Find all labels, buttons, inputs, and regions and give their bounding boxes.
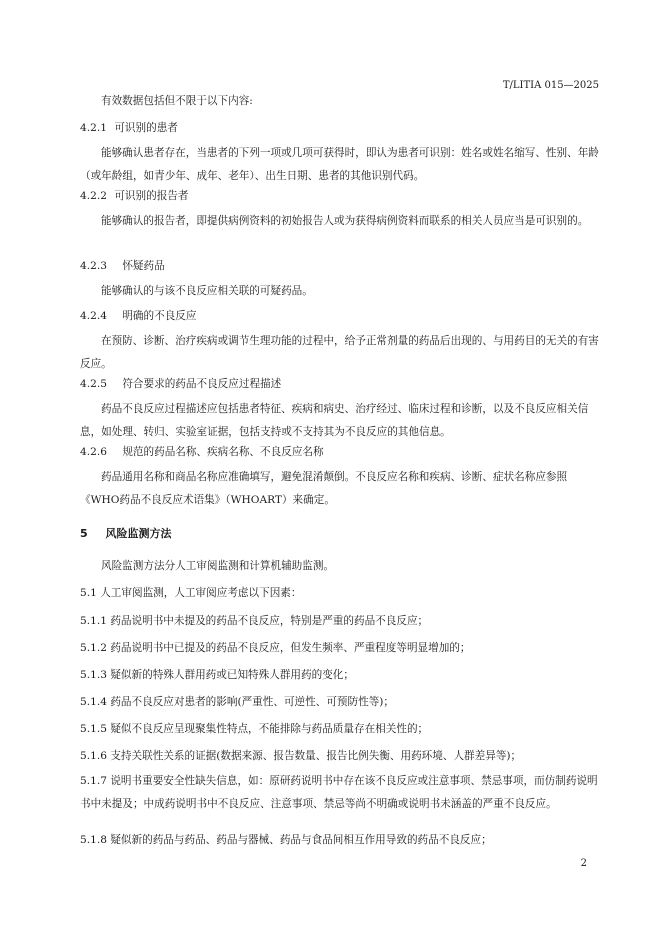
doc-id-header: T/LITIA 015—2025 bbox=[502, 80, 599, 91]
heading-title: 可识别的报告者 bbox=[114, 190, 189, 202]
heading-title: 怀疑药品 bbox=[122, 260, 165, 272]
section-5-heading bbox=[80, 525, 172, 541]
item-5-1-6: 5.1.6 支持关联性关系的证据(数据来源、报告数量、报告比例失衡、用药环境、人群差异等)； bbox=[80, 750, 522, 762]
item-5-1-2: 5.1.2 药品说明书中已提及的药品不良反应，但发生频率、严重程度等明显增加的； bbox=[80, 642, 471, 654]
heading-4-2-1 bbox=[80, 120, 178, 135]
section-number: 5 bbox=[80, 527, 88, 540]
para-5: 风险监测方法分人工审阅监测和计算机辅助监测。 bbox=[101, 560, 335, 572]
para-4-2-3: 能够确认的与该不良反应相关联的可疑药品。 bbox=[101, 285, 313, 297]
section-title: 风险监测方法 bbox=[105, 527, 172, 540]
para-4-2-6: 药品通用名称和商品名称应准确填写，避免混淆颠倒。不良反应名称和疾病、诊断、症状名称应参照《WHO药品不良反应术语集》（WHOART）来确定。 bbox=[80, 471, 568, 506]
heading-4-2-2 bbox=[80, 188, 189, 203]
heading-title: 规范的药品名称、疾病名称、不良反应名称 bbox=[122, 446, 324, 458]
para-4-2-5: 药品不良反应过程描述应包括患者特征、疾病和病史、治疗经过、临床过程和诊断，以及不良反应相关信息，如处理、转归、实验室证据，包括支持或不支持其为不良反应的其他信息。 bbox=[80, 403, 589, 438]
para-4-2-1: 能够确认患者存在，当患者的下列一项或几项可获得时，即认为患者可识别：姓名或姓名缩写、性别、年龄（或年龄组，如青少年、成年、老年）、出生日期、患者的其他识别代码。 bbox=[80, 147, 599, 182]
para-4-2-2: 能够确认的报告者，即提供病例资料的初始报告人或为获得病例资料而联系的相关人员应当是可识别的。 bbox=[101, 215, 589, 227]
heading-4-2-6 bbox=[80, 444, 324, 459]
item-5-1-3: 5.1.3 疑似新的特殊人群用药或已知特殊人群用药的变化； bbox=[80, 669, 354, 681]
heading-4-2-5 bbox=[80, 376, 281, 391]
intro-text: 有效数据包括但不限于以下内容: bbox=[101, 95, 253, 107]
item-5-1-7: 5.1.7 说明书重要安全性缺失信息，如：原研药说明书中存在该不良反应或注意事项、禁忌事项，而仿制药说明书中未提及；中成药说明书中不良反应、注意事项、禁忌等尚不明确或说明书未涵盖的严重不良反应。 bbox=[80, 775, 598, 810]
heading-4-2-4 bbox=[80, 308, 197, 323]
heading-number: 4.2.6 bbox=[80, 446, 107, 458]
item-5-1-1: 5.1.1 药品说明书中未提及的药品不良反应，特别是严重的药品不良反应； bbox=[80, 615, 429, 627]
heading-number: 4.2.1 bbox=[80, 122, 107, 134]
para-4-2-4: 在预防、诊断、治疗疾病或调节生理功能的过程中，给予正常剂量的药品后出现的、与用药目的无关的有害反应。 bbox=[80, 335, 599, 370]
heading-number: 4.2.5 bbox=[80, 378, 107, 390]
page-number: 2 bbox=[580, 858, 587, 869]
heading-title: 符合要求的药品不良反应过程描述 bbox=[122, 378, 282, 390]
heading-number: 4.2.3 bbox=[80, 260, 107, 272]
heading-number: 4.2.4 bbox=[80, 310, 107, 322]
heading-number: 4.2.2 bbox=[80, 190, 107, 202]
item-5-1-5: 5.1.5 疑似不良反应呈现聚集性特点，不能排除与药品质量存在相关性的； bbox=[80, 723, 429, 735]
heading-title: 可识别的患者 bbox=[114, 122, 178, 134]
item-5-1-4: 5.1.4 药品不良反应对患者的影响(严重性、可逆性、可预防性等)； bbox=[80, 696, 395, 708]
heading-4-2-3 bbox=[80, 258, 165, 273]
heading-title: 明确的不良反应 bbox=[122, 310, 197, 322]
item-5-1: 5.1 人工审阅监测，人工审阅应考虑以下因素： bbox=[80, 587, 302, 599]
item-5-1-8: 5.1.8 疑似新的药品与药品、药品与器械、药品与食品间相互作用导致的药品不良反应； bbox=[80, 834, 492, 846]
